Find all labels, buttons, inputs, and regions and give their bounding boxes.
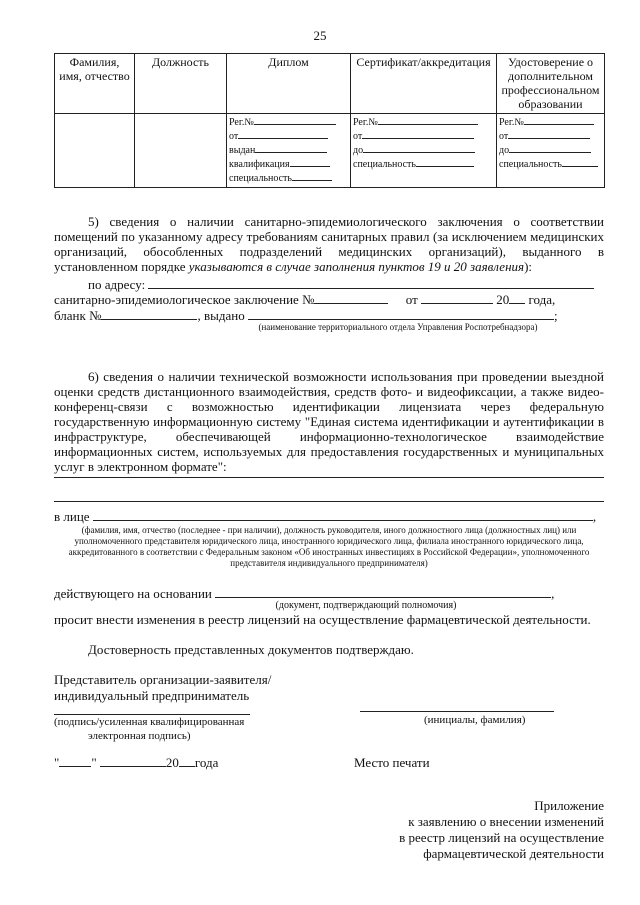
conclusion-year-prefix: 20 [496,292,510,307]
initials-caption: (инициалы, фамилия) [424,714,526,726]
appendix-line-1: к заявлению о внесении изменений [408,814,604,829]
cert-reg-label: Рег.№ [353,117,378,128]
staff-table [54,53,605,188]
cell-training[interactable] [497,114,605,188]
header-diploma: Диплом [227,54,351,114]
seal-label: Место печати [354,755,430,770]
header-training: Удостоверение о дополнительном профессиональном образовании [497,54,605,114]
section6-paragraph [54,369,604,474]
date-year-field[interactable] [179,755,195,767]
cert-specialty-field[interactable] [416,157,474,167]
header-full-name: Фамилия, имя, отчество [55,54,135,114]
conclusion-date-field[interactable] [421,292,493,304]
diploma-qualification-field[interactable] [290,157,330,167]
issuer-caption: (наименование территориального отдела Управления Роспотребнадзора) [258,322,538,332]
diploma-issued-label: выдан [229,145,256,156]
training-reg-field[interactable] [524,115,594,125]
address-field[interactable] [148,277,594,289]
cell-certificate[interactable] [351,114,497,188]
issued-label: , выдано [197,308,245,323]
section6-text: 6) сведения о наличии технической возможности использования при проведении выездной оценки средств дистанционного взаимодействия, средств фото- и видеофиксации, а также видео-конференц-связи с возможностью идентификации лицензиата через федеральную государственную информационную систему "Единая система идентификации и аутентификации в инфраструктуре, обеспечивающей информационно-технологическое взаимодействие информационных систем, используемых для предоставления государственных и муниципальных услуг в электронном формате": [54,369,604,474]
basis-row: действующего на основании , [54,586,555,601]
section6-answer-line-1[interactable] [54,477,604,478]
date-quote-open: " [54,755,60,770]
training-reg-label: Рег.№ [499,117,524,128]
appendix-block [360,798,604,862]
section6-answer-line-2[interactable] [54,501,604,502]
request-text: просит внести изменения в реестр лицензий на осуществление фармацевтической деятельности. [54,612,591,627]
page-number: 25 [313,28,327,43]
training-specialty-field[interactable] [562,157,598,167]
cert-from-field[interactable] [362,129,474,139]
diploma-specialty-label: специальность [229,173,292,184]
basis-field[interactable] [215,586,551,598]
signer-line-1: Представитель организации-заявителя/ [54,672,272,687]
basis-caption: (документ, подтверждающий полномочия) [275,600,457,611]
signature-caption-1: (подпись/усиленная квалифицированная [54,716,245,728]
diploma-issued-field[interactable] [255,143,327,153]
signature-caption-2: электронная подпись) [88,730,191,742]
cert-reg-field[interactable] [378,115,478,125]
in-person-field[interactable] [93,509,593,521]
date-quote-close: " [91,755,97,770]
form-label: бланк № [54,308,102,323]
address-row [88,277,604,292]
cell-diploma[interactable] [227,114,351,188]
form-row: бланк № , выдано ; [54,308,558,323]
conclusion-year-field[interactable] [509,292,525,304]
table-row [55,114,605,188]
training-specialty-label: специальность [499,159,562,170]
date-row [54,755,218,770]
conclusion-row [54,292,604,307]
conclusion-label: санитарно-эпидемиологическое заключение № [54,292,315,307]
training-from-label: от [499,131,509,142]
diploma-reg-label: Рег.№ [229,117,254,128]
training-to-field[interactable] [509,143,591,153]
appendix-line-2: в реестр лицензий на осуществление [399,830,604,845]
cert-to-label: до [353,145,364,156]
signer-line-2: индивидуальный предприниматель [54,688,250,703]
address-label: по адресу: [88,277,146,292]
conclusion-from-label: от [405,292,418,307]
section5-paragraph [54,214,604,274]
cell-full-name[interactable] [55,114,135,188]
cert-to-field[interactable] [363,143,475,153]
in-person-label: в лице [54,509,90,524]
cert-from-label: от [353,131,363,142]
training-from-field[interactable] [508,129,590,139]
conclusion-number-field[interactable] [314,292,388,304]
date-month-field[interactable] [100,755,166,767]
in-person-row: в лице , [54,509,597,524]
person-caption: (фамилия, имя, отчество (последнее - при наличии), должность руководителя, иного должностного лица (должностных лиц) или уполномоченного представителя юридического лица, иностранного юридического лица, филиала иностранного юридического лица, аккредитованного в соответствии с Федеральным законом «Об иностранных инвестициях в Российской Федерации», уполномоченного представителя индивидуального предпринимателя) [68,525,590,568]
cell-position[interactable] [135,114,227,188]
initials-line[interactable] [360,711,554,712]
date-year-suffix: года [194,755,219,770]
issuer-field[interactable] [248,308,554,320]
confirm-text: Достоверность представленных документов подтверждаю. [88,642,414,657]
diploma-date-label: от [229,131,239,142]
diploma-reg-field[interactable] [254,115,336,125]
table-header-row [55,54,605,114]
section5-italic-note: указываются в случае заполнения пунктов 19 и 20 заявления [188,259,525,274]
date-year-prefix: 20 [165,755,179,770]
cert-specialty-label: специальность [353,159,416,170]
signature-line[interactable] [54,714,250,715]
header-position: Должность [135,54,227,114]
diploma-date-field[interactable] [238,129,328,139]
section5-tail: ): [524,259,533,274]
conclusion-year-suffix: года, [528,292,556,307]
appendix-title: Приложение [534,798,604,813]
appendix-line-3: фармацевтической деятельности [423,846,604,861]
diploma-qualification-label: квалификация [229,159,290,170]
basis-label: действующего на основании [54,586,212,601]
section5-text: 5) сведения о наличии санитарно-эпидемиологического заключения о соответствии помещений по указанному адресу требованиям санитарных правил (за исключением медицинских организаций, обособленных подразделений медицинских организаций), выданного в установленном порядке [54,214,604,274]
form-number-field[interactable] [101,308,197,320]
date-day-field[interactable] [59,755,91,767]
header-certificate: Сертификат/аккредитация [351,54,497,114]
diploma-specialty-field[interactable] [292,171,332,181]
training-to-label: до [499,145,510,156]
